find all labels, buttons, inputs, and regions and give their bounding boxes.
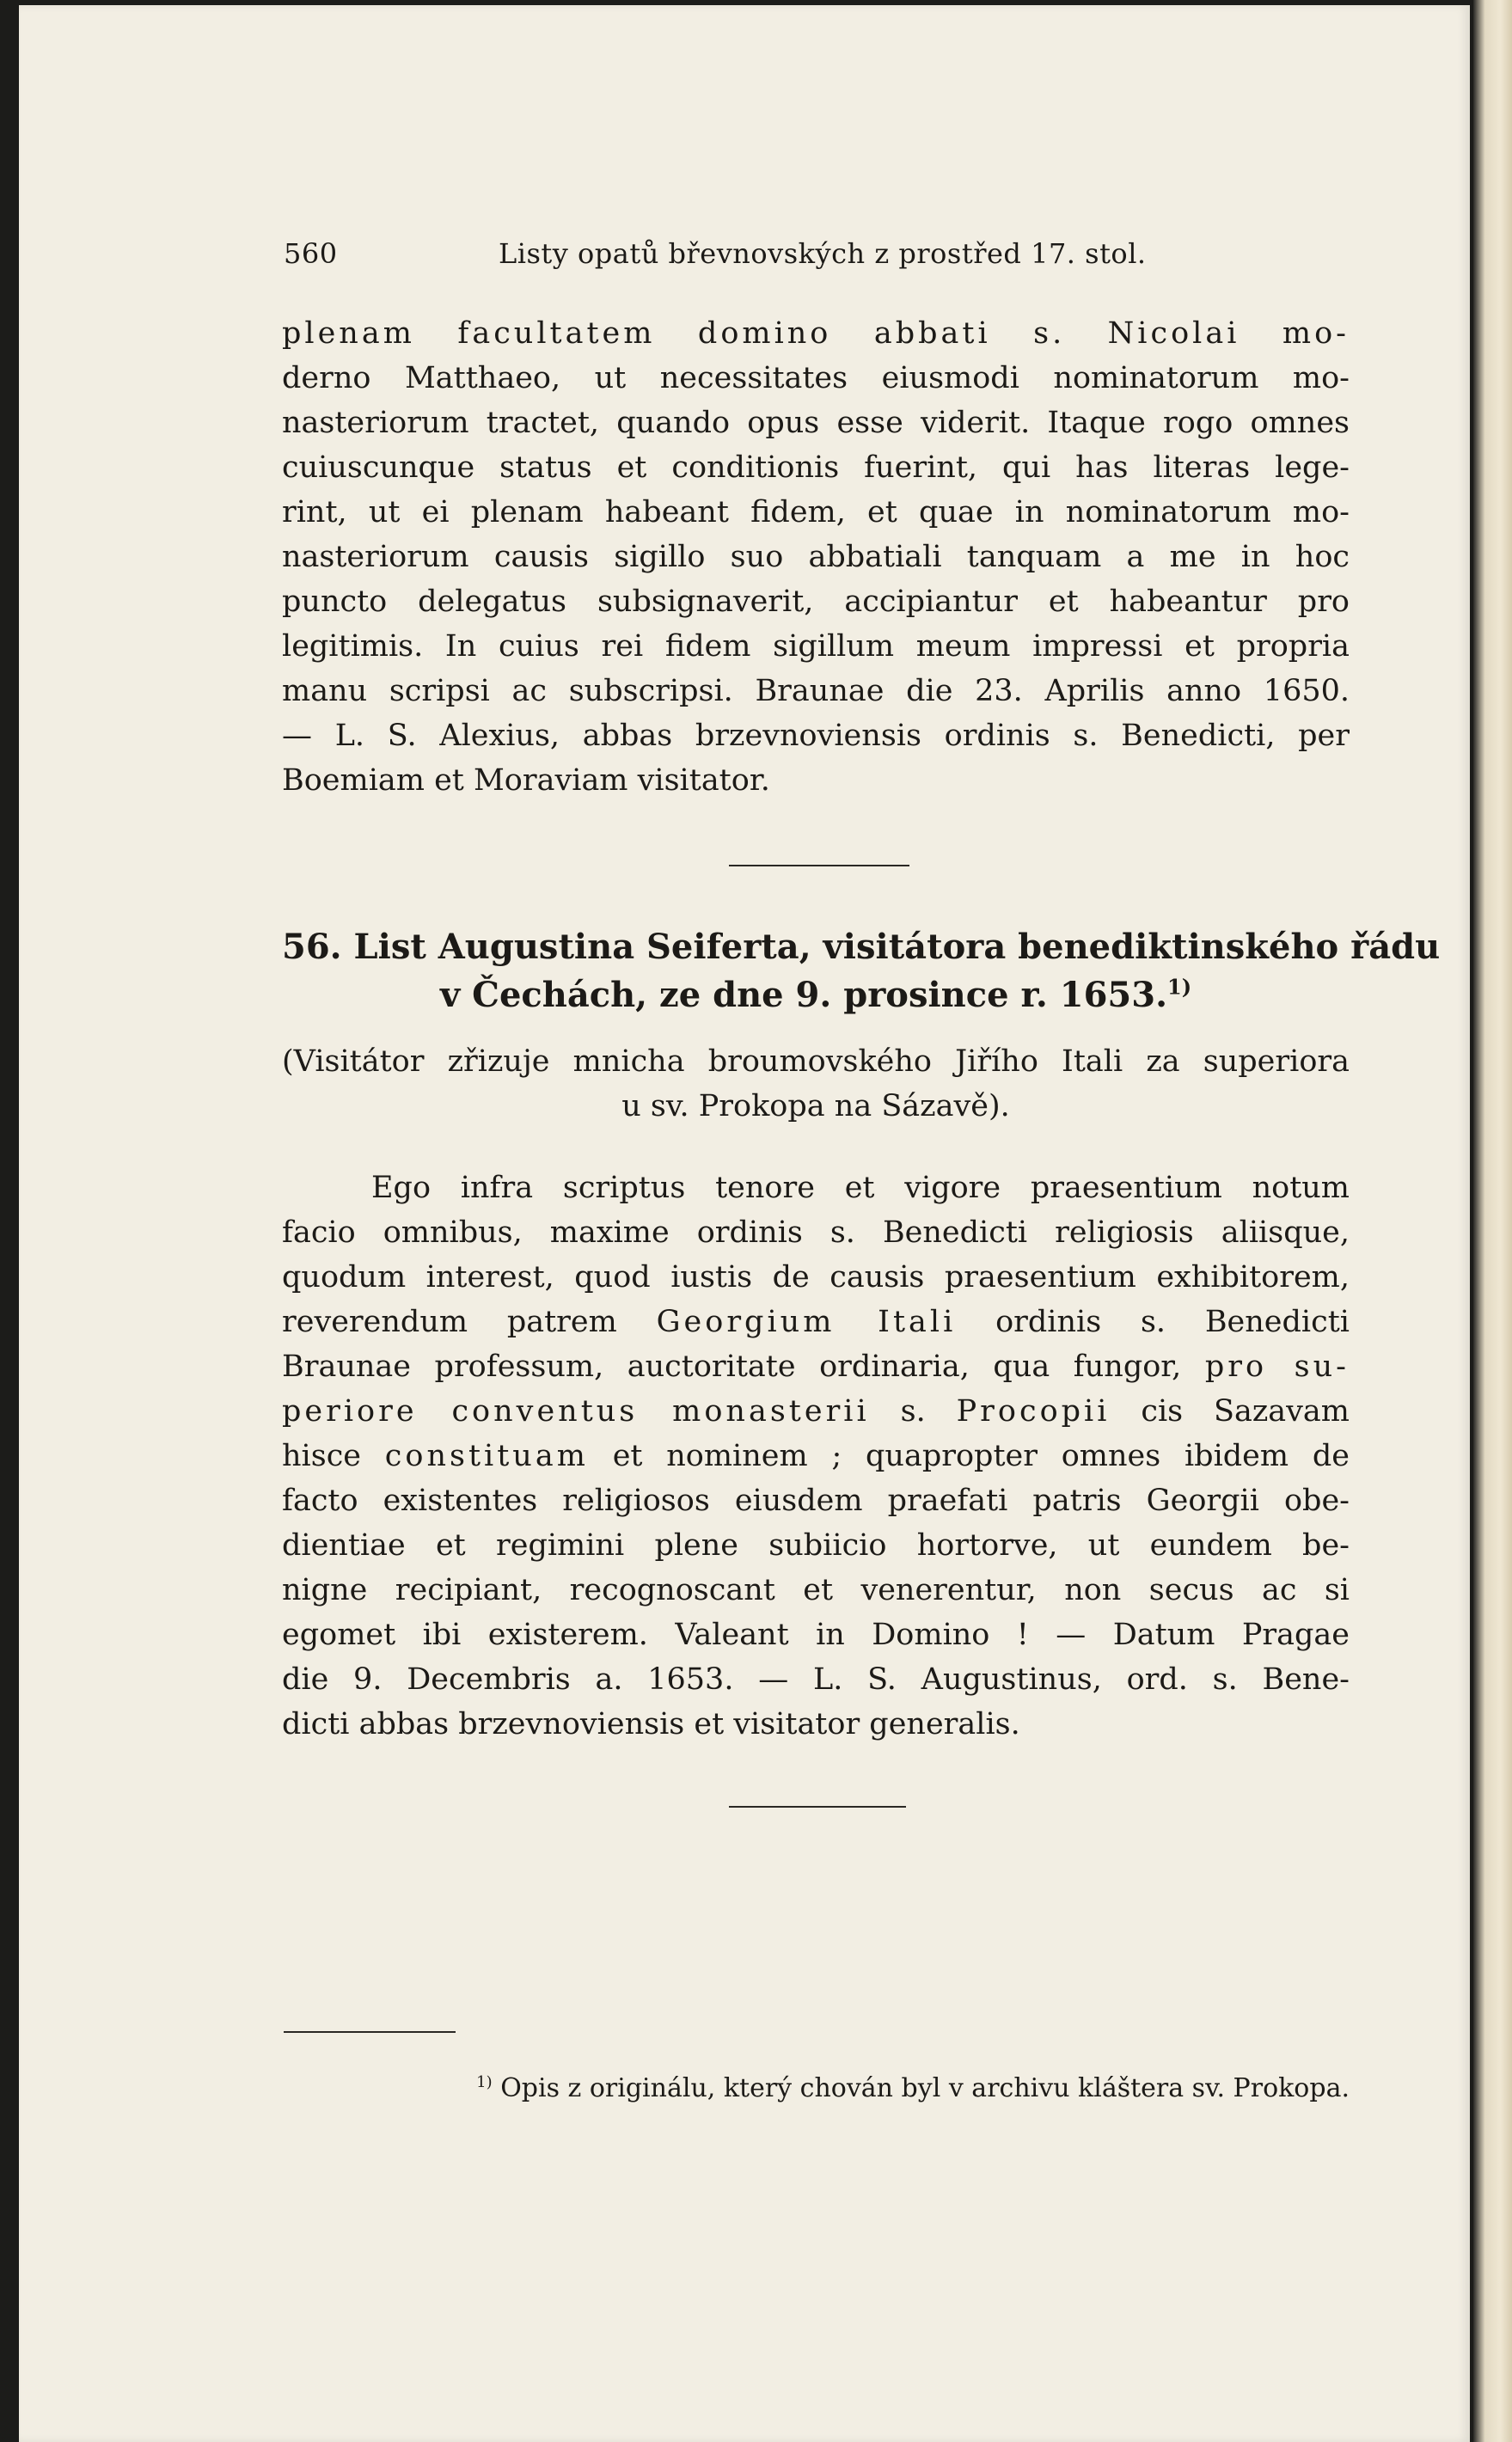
text-line: facto existentes religiosos eiusdem praefati patris Georgii obe- [282, 1484, 1350, 1518]
text-line: manu scripsi ac subscripsi. Braunae die 23. Aprilis anno 1650. [282, 674, 1350, 708]
text-run: ordinis s. Benedicti [995, 1305, 1350, 1339]
text-line: derno Matthaeo, ut necessitates eiusmodi nominatorum mo- [282, 361, 1350, 395]
text-line: nigne recipiant, recognoscant et venerentur, non secus ac si [282, 1573, 1350, 1607]
text-run-spaced: pro su- [1204, 1350, 1350, 1384]
text-run: Braunae professum, auctoritate ordinaria, qua fungor, [282, 1350, 1182, 1384]
text-line [282, 1344, 1350, 1389]
text-line: egomet ibi existerem. Valeant in Domino ! — Datum Pragae [282, 1618, 1350, 1652]
text-run: reverendum patrem [282, 1305, 617, 1339]
text-run: et nominem ; quapropter omnes ibidem de [612, 1439, 1350, 1473]
text-run-spaced: Georgium Itali [656, 1305, 957, 1339]
text-line: plenam facultatem domino abbati s. Nicolai mo- [282, 316, 1350, 351]
text-run-spaced: constituam [384, 1439, 589, 1473]
text-line: Boemiam et Moraviam visitator. [282, 763, 770, 798]
page-number: 560 [284, 237, 338, 270]
letter-summary [282, 1039, 1350, 1129]
page-gutter [1473, 0, 1512, 2442]
text-line: legitimis. In cuius rei fidem sigillum meum impressi et propria [282, 629, 1350, 664]
text-line: dicti abbas brzevnoviensis et visitator generalis. [282, 1707, 1020, 1741]
text-run: hisce [282, 1439, 362, 1473]
text-line: rint, ut ei plenam habeant fidem, et quae in nominatorum mo- [282, 495, 1350, 529]
text-line: dientiae et regimini plene subiicio hortorve, ut eundem be- [282, 1528, 1350, 1563]
heading-line: 56. List Augustina Seiferta, visitátora benediktinského řádu [282, 927, 1441, 967]
summary-line: u sv. Prokopa na Sázavě). [621, 1089, 1010, 1123]
text-line: die 9. Decembris a. 1653. — L. S. Augustinus, ord. s. Bene- [282, 1662, 1350, 1697]
footnote-rule [284, 2031, 456, 2033]
footnote [361, 2073, 1350, 2103]
footnote-marker: 1) [476, 2073, 493, 2091]
footnote-ref: 1) [1167, 974, 1192, 1000]
text-run-spaced: periore conventus monasterii [282, 1394, 870, 1429]
text-run-spaced: Procopii [956, 1394, 1111, 1429]
section1-text [282, 311, 1350, 803]
text-line: nasteriorum causis sigillo suo abbatiali tanquam a me in hoc [282, 540, 1350, 574]
text-line: puncto delegatus subsignaverit, accipiantur et habeantur pro [282, 584, 1350, 619]
footnote-text: Opis z originálu, který chován byl v archivu kláštera sv. Prokopa. [500, 2073, 1350, 2103]
heading-line [282, 971, 1350, 1019]
text-line: quodum interest, quod iustis de causis praesentium exhibitorem, [282, 1260, 1350, 1294]
text-line [282, 1389, 1350, 1434]
heading-line-text: v Čechách, ze dne 9. prosince r. 1653. [439, 975, 1167, 1015]
running-title: Listy opatů břevnovských z prostřed 17. stol. [499, 237, 1147, 270]
text-line: — L. S. Alexius, abbas brzevnoviensis ordinis s. Benedicti, per [282, 719, 1350, 753]
text-line: cuiuscunque status et conditionis fuerint, qui has literas lege- [282, 450, 1350, 485]
text-run: cis Sazavam [1141, 1394, 1350, 1429]
letter-body [282, 1166, 1350, 1747]
text-line: facio omnibus, maxime ordinis s. Benedicti religiosis aliisque, [282, 1215, 1350, 1250]
section-divider [729, 865, 909, 866]
section-divider [729, 1806, 906, 1808]
text-run: s. [900, 1394, 926, 1429]
text-line [282, 1434, 1350, 1478]
letter-heading [282, 923, 1441, 1019]
summary-line: (Visitátor zřizuje mnicha broumovského Jiřího Itali za superiora [282, 1044, 1350, 1079]
text-line: nasteriorum tractet, quando opus esse viderit. Itaque rogo omnes [282, 406, 1350, 440]
text-line: Ego infra scriptus tenore et vigore praesentium notum [371, 1171, 1350, 1205]
text-line [282, 1300, 1350, 1344]
